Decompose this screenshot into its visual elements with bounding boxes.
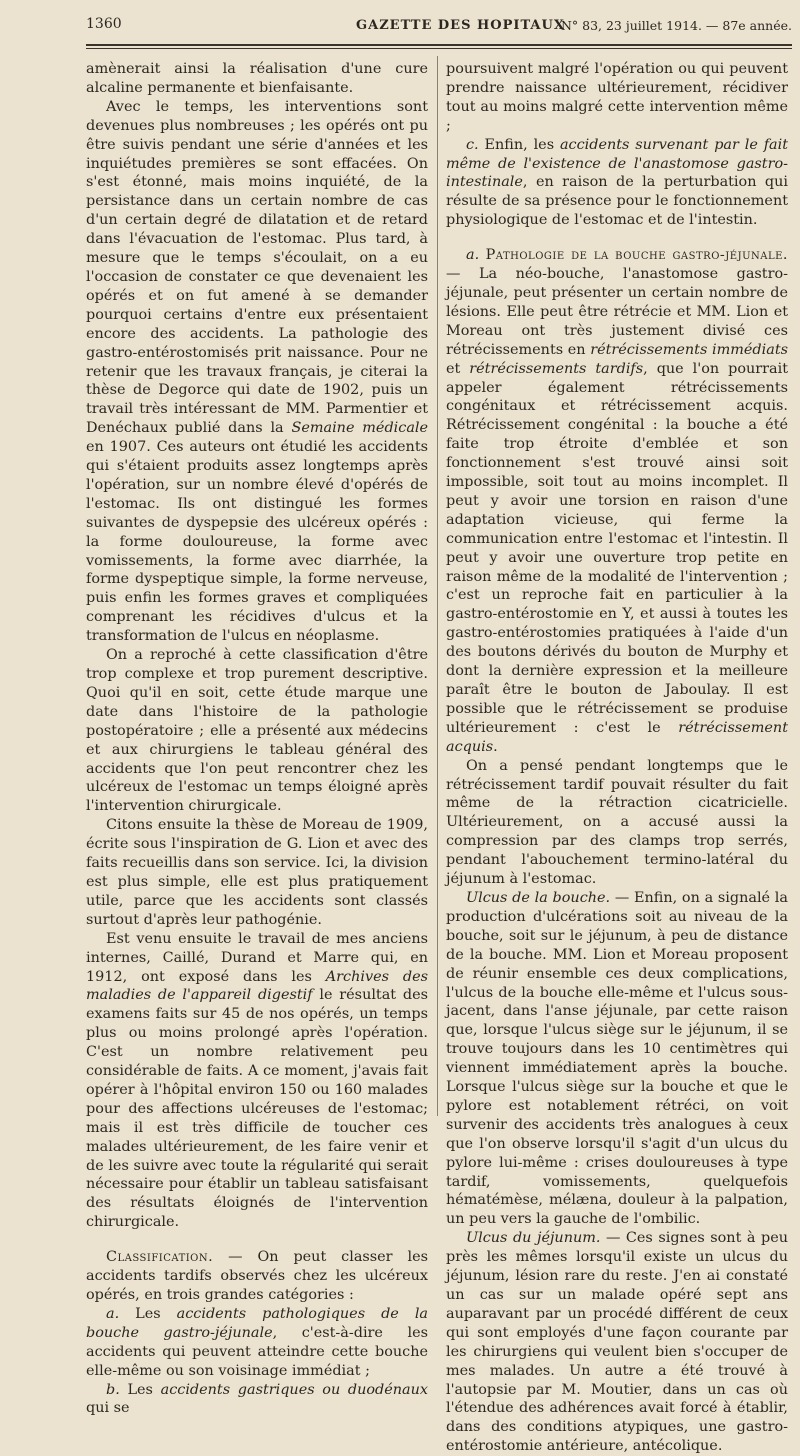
page-header bbox=[86, 16, 792, 42]
left-column bbox=[86, 60, 429, 1417]
right-column bbox=[446, 60, 789, 1455]
list-item bbox=[86, 1305, 428, 1381]
list-marker: a. bbox=[106, 1305, 120, 1322]
text: , que l'on pourrait appeler également rétrécissements congénitaux et rétrécissement acquis. Rétrécissement congénital : la bouche a été faite trop étroite d'emblée et son fonctionnement s'est trouvé ainsi soit impossible, soit tout au moins incomplet. Il peut y avoir une torsion en raison d'une adaptation vicieuse, qui ferme la communication entre l'estomac et l'intestin. Il peut y avoir une ouverture trop petite en raison même de la modalité de l'intervention ; c'est un reproche fait en particulier à la gastro-entérostomie en Y, et aussi à toutes les gastro-entérostomies pratiquées à l'aide d'un des boutons dérivés du bouton de Murphy et dont la dernière expression et la meilleure paraît être le bouton de Jaboulay. Il est possible que le rétrécissement se produise ultérieurement : c'est le bbox=[446, 360, 789, 736]
term: rétrécissements tardifs bbox=[469, 360, 644, 377]
text: et bbox=[446, 360, 470, 377]
issue-info: N° 83, 23 juillet 1914. — 87e année. bbox=[560, 18, 792, 33]
section-classification bbox=[86, 1248, 428, 1305]
journal-name: Archives des maladies de l'appareil digestif bbox=[86, 968, 428, 1004]
list-item bbox=[446, 136, 788, 231]
text: , c'est-à-dire les accidents qui peuvent atteindre cette bouche elle-même ou son voisinage immédiat ; bbox=[86, 1324, 428, 1379]
paragraph: On a reproché à cette classification d'être trop complexe et trop purement descriptive. Quoi qu'il en soit, cette étude marque une date dans l'histoire de la pathologie postopératoire ; elle a présenté aux médecins et aux chirurgiens le tableau général des accidents que l'on peut rencontrer chez les ulcéreux de l'estomac un temps éloigné après l'intervention chirurgicale. bbox=[86, 647, 428, 815]
paragraph: amènerait ainsi la réalisation d'une cure alcaline permanente et bienfaisante. bbox=[86, 61, 428, 96]
subsection-heading: Ulcus de la bouche. bbox=[466, 889, 611, 906]
header-rule-thin bbox=[86, 48, 792, 49]
text: Est venu ensuite le travail de mes anciens internes, Caillé, Durand et Marre qui, en 1912, ont exposé dans les bbox=[86, 930, 428, 985]
paragraph bbox=[446, 889, 788, 1229]
text: — Ces signes sont à peu près les mêmes lorsqu'il existe un ulcus du jéjunum, lésion rare du reste. J'en ai constaté un cas sur un malade opéré sept ans auparavant par un procédé différent de ceux qui sont employés d'une façon courante par les chirurgiens qui veulent bien s'occuper de mes malades. Un autre a été trouvé à l'autopsie par M. Moutier, dans un cas où l'étendue des adhérences avait forcé à établir, dans des conditions atypiques, une gastro-entérostomie antérieure, antécolique. bbox=[446, 1230, 788, 1455]
text: le résultat des examens faits sur 45 de nos opérés, un temps plus ou moins prolongé après l'opération. C'est un nombre relativement peu considérable de faits. A ce moment, j'avais fait opérer à l'hôpital environ 150 ou 160 malades pour des affections ulcéreuses de l'estomac; mais il est très difficile de toucher ces malades ultérieurement, de les faire venir et de les suivre avec toute la régularité qui serait nécessaire pour établir un tableau satisfaisant des résultats éloignés de l'intervention chirurgicale. bbox=[86, 987, 428, 1231]
term: rétrécissement acquis bbox=[446, 719, 788, 755]
column-divider bbox=[437, 56, 438, 1116]
subsection-heading: Ulcus du jéjunum. bbox=[466, 1230, 601, 1247]
text: Enfin, les bbox=[478, 136, 560, 153]
category-name: accidents gastriques ou duodénaux bbox=[160, 1381, 428, 1398]
text: . bbox=[493, 738, 498, 755]
text: , en raison de la perturbation qui résulte de sa présence pour le fonctionnement physiologique de l'estomac et de l'intestin. bbox=[446, 174, 788, 229]
text: Les bbox=[119, 1305, 177, 1322]
list-marker: b. bbox=[106, 1381, 120, 1398]
category-name: accidents survenant par le fait même de l'existence de l'anastomose gastro-intestinale bbox=[446, 136, 788, 191]
section-heading: Pathologie de la bouche gastro-jéjunale. bbox=[479, 247, 788, 264]
list-item bbox=[86, 1381, 428, 1419]
page-number: 1360 bbox=[86, 16, 122, 32]
term: rétrécissements immédiats bbox=[590, 341, 788, 358]
journal-name: Semaine médicale bbox=[291, 420, 429, 437]
text: qui se bbox=[86, 1400, 130, 1417]
text: — Enfin, on a signalé la production d'ulcérations soit au niveau de la bouche, soit sur le jéjunum, à peu de distance de la bouche. MM. Lion et Moreau proposent de réunir ensemble ces deux complications, l'ulcus de la bouche elle-même et l'ulcus sous-jacent, dans l'anse jéjunale, par cette raison que, lorsque l'ulcus siège sur le jéjunum, il se trouve toujours dans les 10 centimètres qui viennent immédiatement après la bouche. Lorsque l'ulcus siège sur la bouche et que le pylore est notablement rétréci, on voit survenir des accidents très analogues à ceux que l'on observe lorsqu'il s'agit d'un ulcus du pylore lui-même : crises douloureuses à type tardif, vomissements, quelquefois hématémèse, mélæna, douleur à la palpation, un peu vers la gauche de l'ombilic. bbox=[446, 889, 788, 1228]
text: Avec le temps, les interventions sont devenues plus nombreuses ; les opérés ont pu être suivis pendant une série d'années et les inquiétudes premières se sont effacées. On s'est étonné, mais moins inquiété, de la persistance dans un certain nombre de cas d'un certain degré de dilatation et de retard dans l'évacuation de l'estomac. Plus tard, à mesure que le temps s'écoulait, on a eu l'occasion de constater ce que devenaient les opérés et on fut amené à se demander pourquoi certains d'entre eux présentaient encore des accidents. La pathologie des gastro-entérostomisés prit naissance. Pour ne retenir que les travaux français, je citerai la thèse de Degorce qui date de 1902, puis un travail très intéressant de MM. Parmentier et Denéchaux publié dans la bbox=[86, 98, 428, 437]
list-marker: a. bbox=[466, 247, 480, 264]
category-name: accidents pathologiques de la bouche gastro-jéjunale bbox=[86, 1305, 429, 1341]
paragraph bbox=[446, 1229, 788, 1456]
text: Les bbox=[119, 1381, 161, 1398]
text: — La néo-bouche, l'anastomose gastro-jéjunale, peut présenter un certain nombre de lésions. Elle peut être rétrécie et MM. Lion et Moreau ont très justement divisé ces rétrécissements en bbox=[446, 266, 788, 358]
text: en 1907. Ces auteurs ont étudié les accidents qui s'étaient produits assez longtemps après l'opération, sur un nombre élevé d'opérés de l'estomac. Ils ont distingué les formes suivantes de dyspepsie des ulcéreux opérés : la forme douloureuse, la forme avec vomissements, la forme avec diarrhée, la forme dyspeptique simple, la forme nerveuse, puis enfin les formes graves et compliquées comprenant les récidives d'ulcus et la transformation de l'ulcus en néoplasme. bbox=[86, 439, 428, 645]
paragraph bbox=[86, 98, 428, 646]
section-heading: Classification. bbox=[106, 1249, 214, 1266]
header-rule bbox=[86, 44, 792, 46]
section-bouche bbox=[446, 246, 788, 756]
paragraph: Citons ensuite la thèse de Moreau de 1909, écrite sous l'inspiration de G. Lion et avec des faits recueillis dans son service. Ici, la division est plus simple, elle est plus pratiquement utile, parce que les accidents sont classés surtout d'après leur pathogénie. bbox=[86, 817, 428, 928]
paragraph: poursuivent malgré l'opération ou qui peuvent prendre naissance ultérieurement, récidiver tout au moins malgré cette intervention même ; bbox=[446, 61, 788, 134]
journal-title: GAZETTE DES HOPITAUX bbox=[356, 18, 565, 33]
paragraph: On a pensé pendant longtemps que le rétrécissement tardif pouvait résulter du fait même de la rétraction cicatricielle. Ultérieurement, on a accusé aussi la compression par des clamps trop serrés, pendant l'abouchement termino-latéral du jéjunum à l'estomac. bbox=[446, 757, 788, 888]
list-marker: c. bbox=[466, 136, 479, 153]
paragraph bbox=[86, 930, 428, 1233]
text: — On peut classer les accidents tardifs observés chez les ulcéreux opérés, en trois grandes catégories : bbox=[86, 1249, 428, 1303]
